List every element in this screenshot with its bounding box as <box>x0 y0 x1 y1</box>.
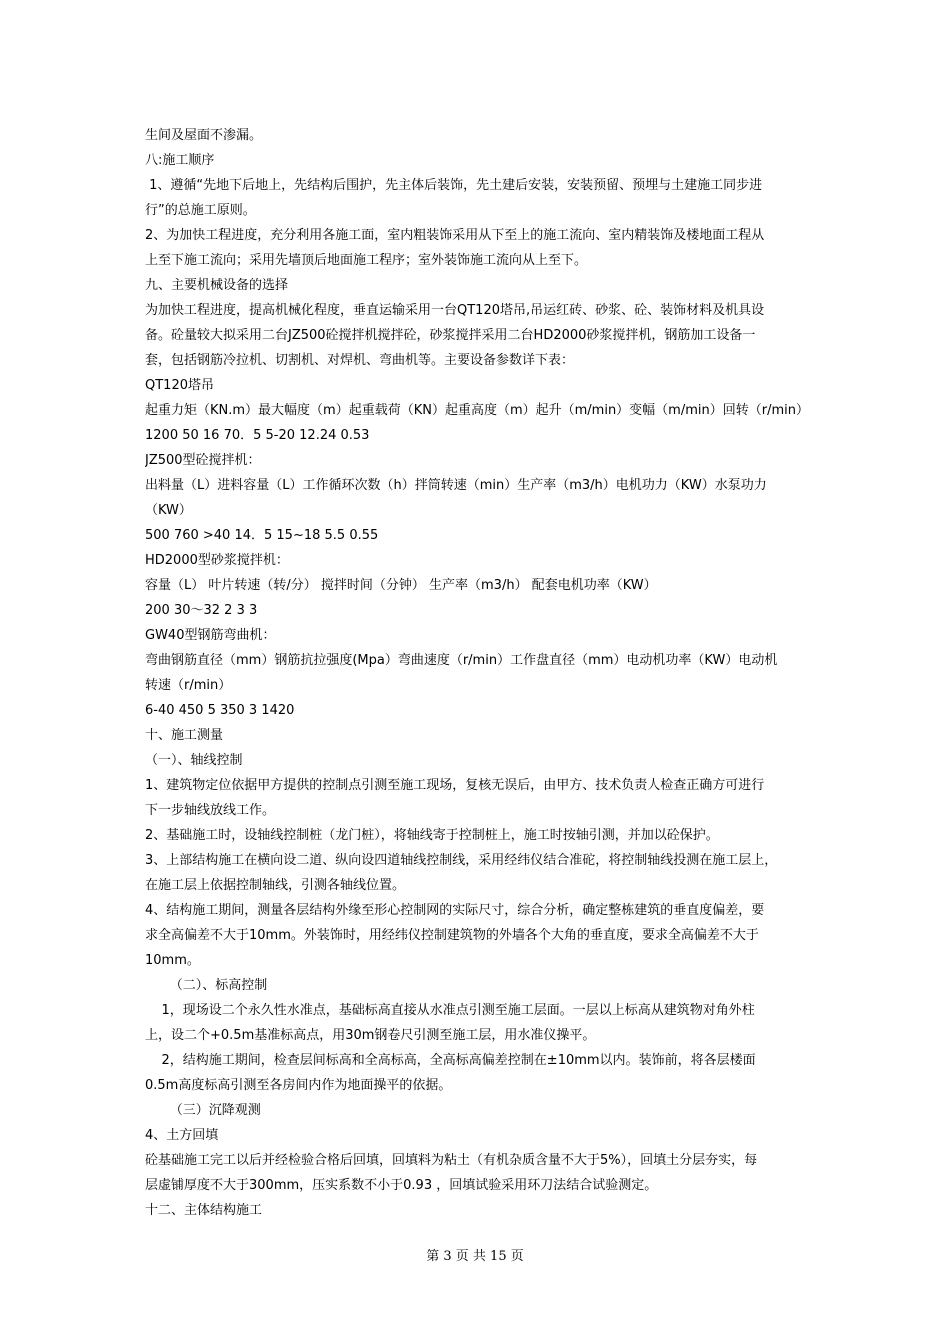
text-line: 2、基础施工时，设轴线控制桩（龙门桩），将轴线寄于控制桩上，施工时按轴引测，并加以砼保护。 <box>145 828 719 843</box>
text-line: 层虚铺厚度不大于300mm，压实系数不小于0.93 ，回填试验采用环刀法结合试验测定。 <box>145 1178 658 1193</box>
text-line: 容量（L） 叶片转速（转/分） 搅拌时间（分钟） 生产率（m3/h） 配套电机功率（KW） <box>145 578 657 593</box>
text-line: 上至下施工流向；采用先墙顶后地面施工程序；室外装饰施工流向从上至下。 <box>145 253 588 268</box>
text-line: 十、施工测量 <box>145 728 224 743</box>
document-body <box>145 123 810 1223</box>
text-line: （二）、标高控制 <box>145 978 268 993</box>
page-footer: 第 3 页 共 15 页 <box>426 1249 524 1264</box>
text-line: 1、遵循“先地下后地上，先结构后围护，先主体后装饰，先土建后安装，安装预留、预埋与土建施工同步进 <box>145 178 763 193</box>
text-line: 起重力矩（KN.m）最大幅度（m）起重载荷（KN）起重高度（m）起升（m/min）变幅（m/min）回转（r/min） <box>145 403 809 418</box>
text-line: QT120塔吊 <box>145 378 214 393</box>
text-line: JZ500型砼搅拌机： <box>145 453 261 468</box>
text-line: 八:施工顺序 <box>145 153 215 168</box>
text-line: 套，包括钢筋冷拉机、切割机、对焊机、弯曲机等。主要设备参数详下表： <box>145 353 575 368</box>
text-line: 上，设二个+0.5m基准标高点，用30m钢卷尺引测至施工层，用水准仪操平。 <box>145 1028 596 1043</box>
text-line: 2、为加快工程进度，充分利用各施工面，室内粗装饰采用从下至上的施工流向、室内精装饰及楼地面工程从 <box>145 228 765 243</box>
text-line: 为加快工程进度，提高机械化程度，垂直运输采用一台QT120塔吊,吊运红砖、砂浆、砼、装饰材料及机具设 <box>145 303 765 318</box>
text-line: 10mm。 <box>145 953 200 968</box>
text-line: 行”的总施工原则。 <box>145 203 256 218</box>
text-line: 1200 50 16 70．5 5-20 12.24 0.53 <box>145 428 370 443</box>
text-line: 6-40 450 5 350 3 1420 <box>145 703 295 718</box>
text-line: 生间及屋面不渗漏。 <box>145 128 263 143</box>
text-line: 备。砼量较大拟采用二台JZ500砼搅拌机搅拌砼，砂浆搅拌采用二台HD2000砂浆搅拌机，钢筋加工设备一 <box>145 328 756 343</box>
text-line: 500 760 >40 14．5 15~18 5.5 0.55 <box>145 528 379 543</box>
text-line: 求全高偏差不大于10mm。外装饰时，用经纬仪控制建筑物的外墙各个大角的垂直度，要求全高偏差不大于 <box>145 928 759 943</box>
text-line: 出料量（L）进料容量（L）工作循环次数（h）拌筒转速（min）生产率（m3/h）电机功力（KW）水泵功力 <box>145 478 767 493</box>
text-line: （KW） <box>145 503 192 518</box>
text-line: 3、上部结构施工在横向设二道、纵向设四道轴线控制线，采用经纬仪结合准砣，将控制轴线投测在施工层上， <box>145 853 778 868</box>
text-line: 4、土方回填 <box>145 1128 219 1143</box>
text-line: HD2000型砂浆搅拌机： <box>145 553 289 568</box>
text-line: 2，结构施工期间，检查层间标高和全高标高，全高标高偏差控制在±10mm以内。装饰前，将各层楼面 <box>145 1053 756 1068</box>
text-line: （三）沉降观测 <box>145 1103 261 1118</box>
text-line: 1，现场设二个永久性水准点，基础标高直接从水准点引测至施工层面。一层以上标高从建筑物对角外柱 <box>145 1003 755 1018</box>
text-line: 1、建筑物定位依据甲方提供的控制点引测至施工现场，复核无误后，由甲方、技术负责人检查正确方可进行 <box>145 778 765 793</box>
text-line: GW40型钢筋弯曲机： <box>145 628 276 643</box>
text-line: 4、结构施工期间，测量各层结构外缘至形心控制网的实际尺寸，综合分析，确定整栋建筑的垂直度偏差，要 <box>145 903 765 918</box>
text-line: 弯曲钢筋直径（mm）钢筋抗拉强度(Mpa）弯曲速度（r/min）工作盘直径（mm）电动机功率（KW）电动机 <box>145 653 778 668</box>
text-line: 在施工层上依据控制轴线，引测各轴线位置。 <box>145 878 406 893</box>
text-line: 转速（r/min） <box>145 678 232 693</box>
text-line: （一）、轴线控制 <box>145 753 243 768</box>
text-line: 200 30～32 2 3 3 <box>145 603 258 618</box>
text-line: 九、主要机械设备的选择 <box>145 278 289 293</box>
text-line: 砼基础施工完工以后并经检验合格后回填，回填料为粘土（有机杂质含量不大于5%），回填土分层夯实，每 <box>145 1153 758 1168</box>
text-line: 十二、主体结构施工 <box>145 1203 263 1218</box>
text-line: 0.5m高度标高引测至各房间内作为地面操平的依据。 <box>145 1078 452 1093</box>
text-line: 下一步轴线放线工作。 <box>145 803 276 818</box>
